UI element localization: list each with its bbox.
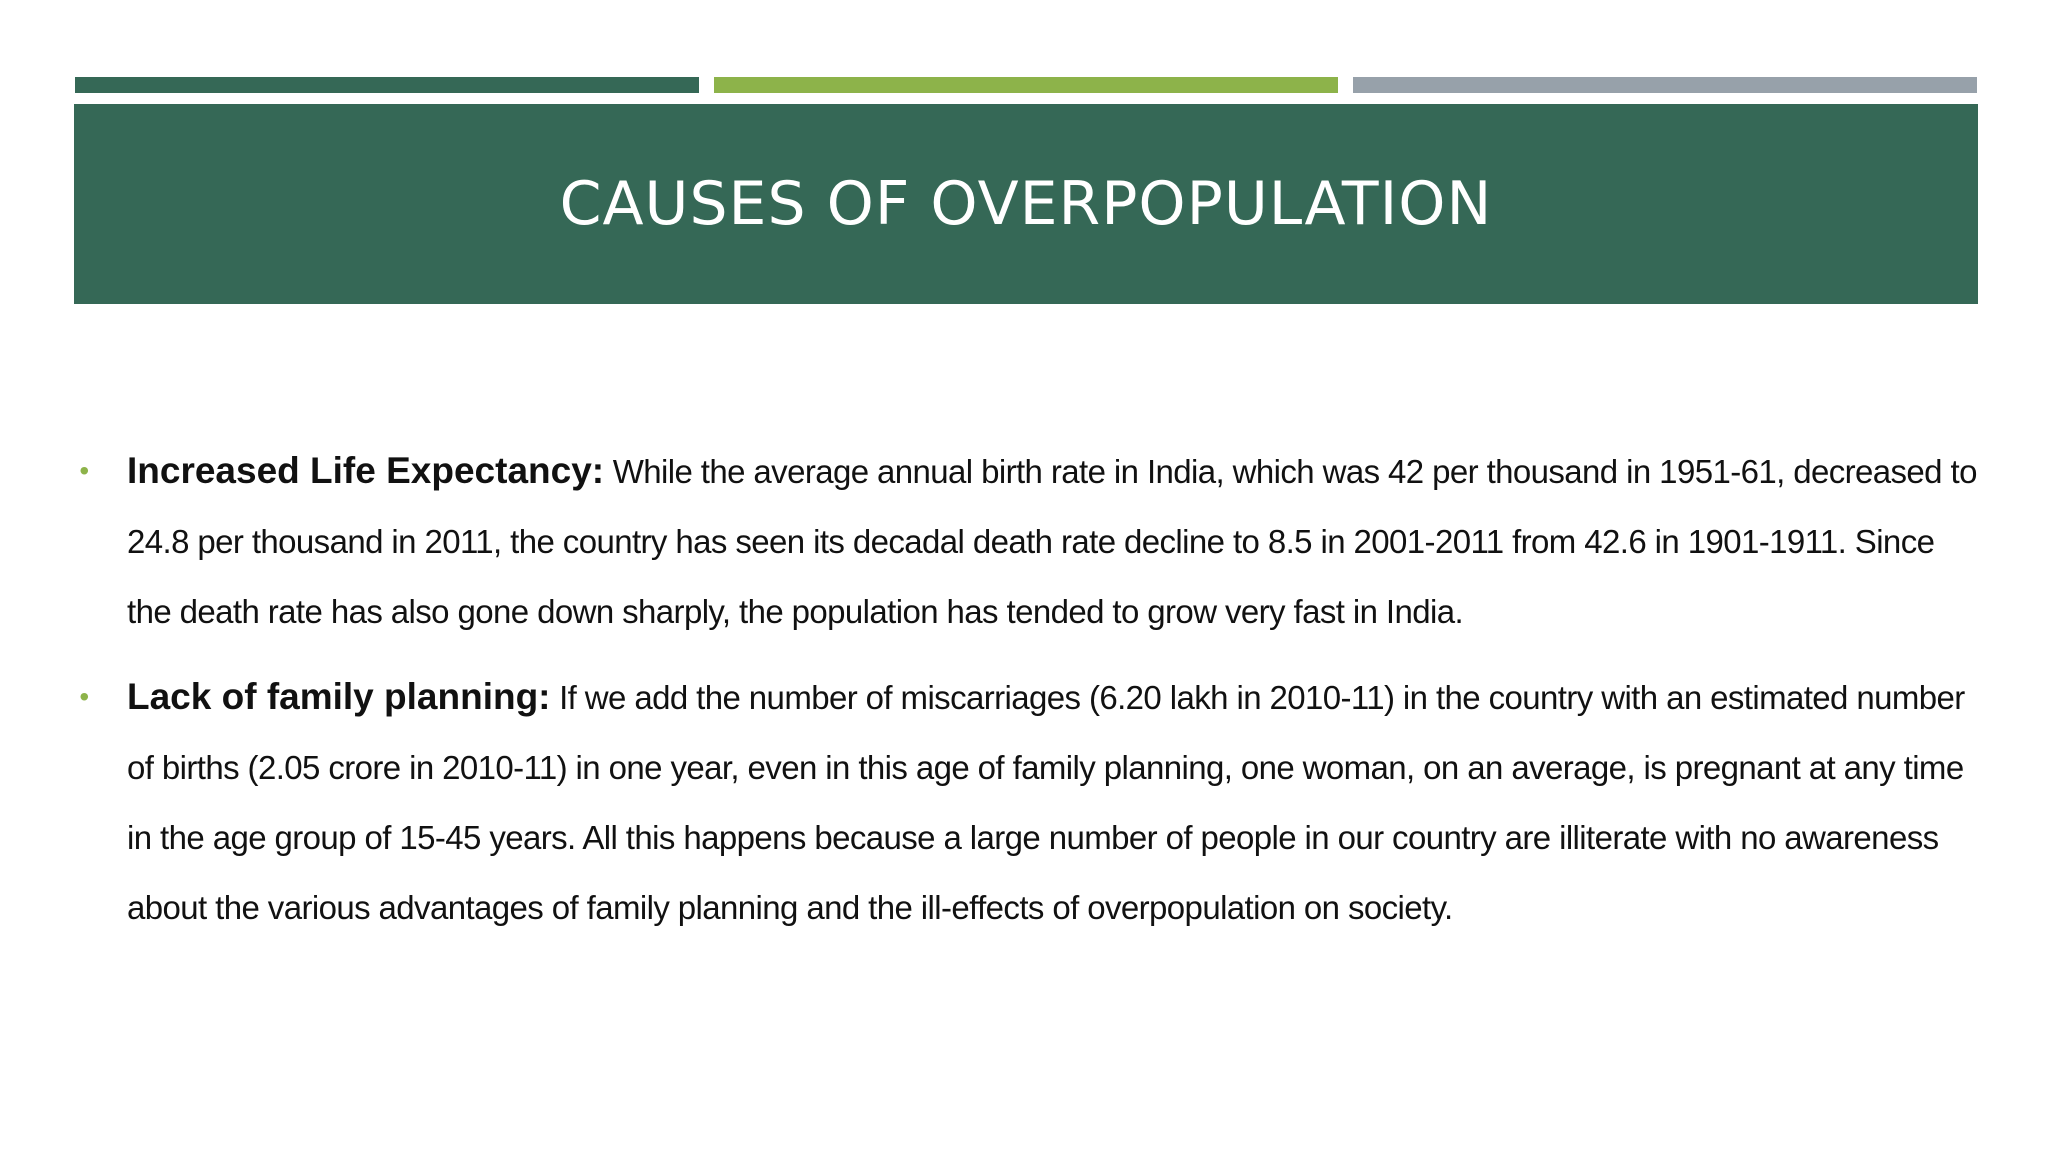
- bullet-list: [74, 436, 1984, 958]
- accent-bar-lime: [714, 77, 1338, 93]
- accent-bar-gray: [1353, 77, 1977, 93]
- bullet-lead: Increased Life Expectancy:: [127, 450, 605, 491]
- title-banner: [74, 104, 1978, 304]
- slide-title: CAUSES OF OVERPOPULATION: [559, 169, 1493, 239]
- bullet-item-family-planning: [74, 662, 1984, 943]
- bullet-lead: Lack of family planning:: [127, 676, 551, 717]
- bullet-text: While the average annual birth rate in India, which was 42 per thousand in 1951-61, decreased to 24.8 per thousand in 2011, the country has seen its decadal death rate decline to 8.5 in 2001-2011 from 42.6 in 1901-1911. Since the death rate has also gone down sharply, the population has tended to grow very fast in India.: [127, 453, 1977, 630]
- bullet-dot-icon: •: [79, 455, 89, 486]
- accent-bar-green: [75, 77, 699, 93]
- bullet-item-life-expectancy: [74, 436, 1984, 647]
- bullet-text: If we add the number of miscarriages (6.20 lakh in 2010-11) in the country with an estimated number of births (2.05 crore in 2010-11) in one year, even in this age of family planning, one woman, on an average, is pregnant at any time in the age group of 15-45 years. All this happens because a large number of people in our country are illiterate with no awareness about the various advantages of family planning and the ill-effects of overpopulation on society.: [127, 679, 1965, 926]
- bullet-dot-icon: •: [79, 681, 89, 712]
